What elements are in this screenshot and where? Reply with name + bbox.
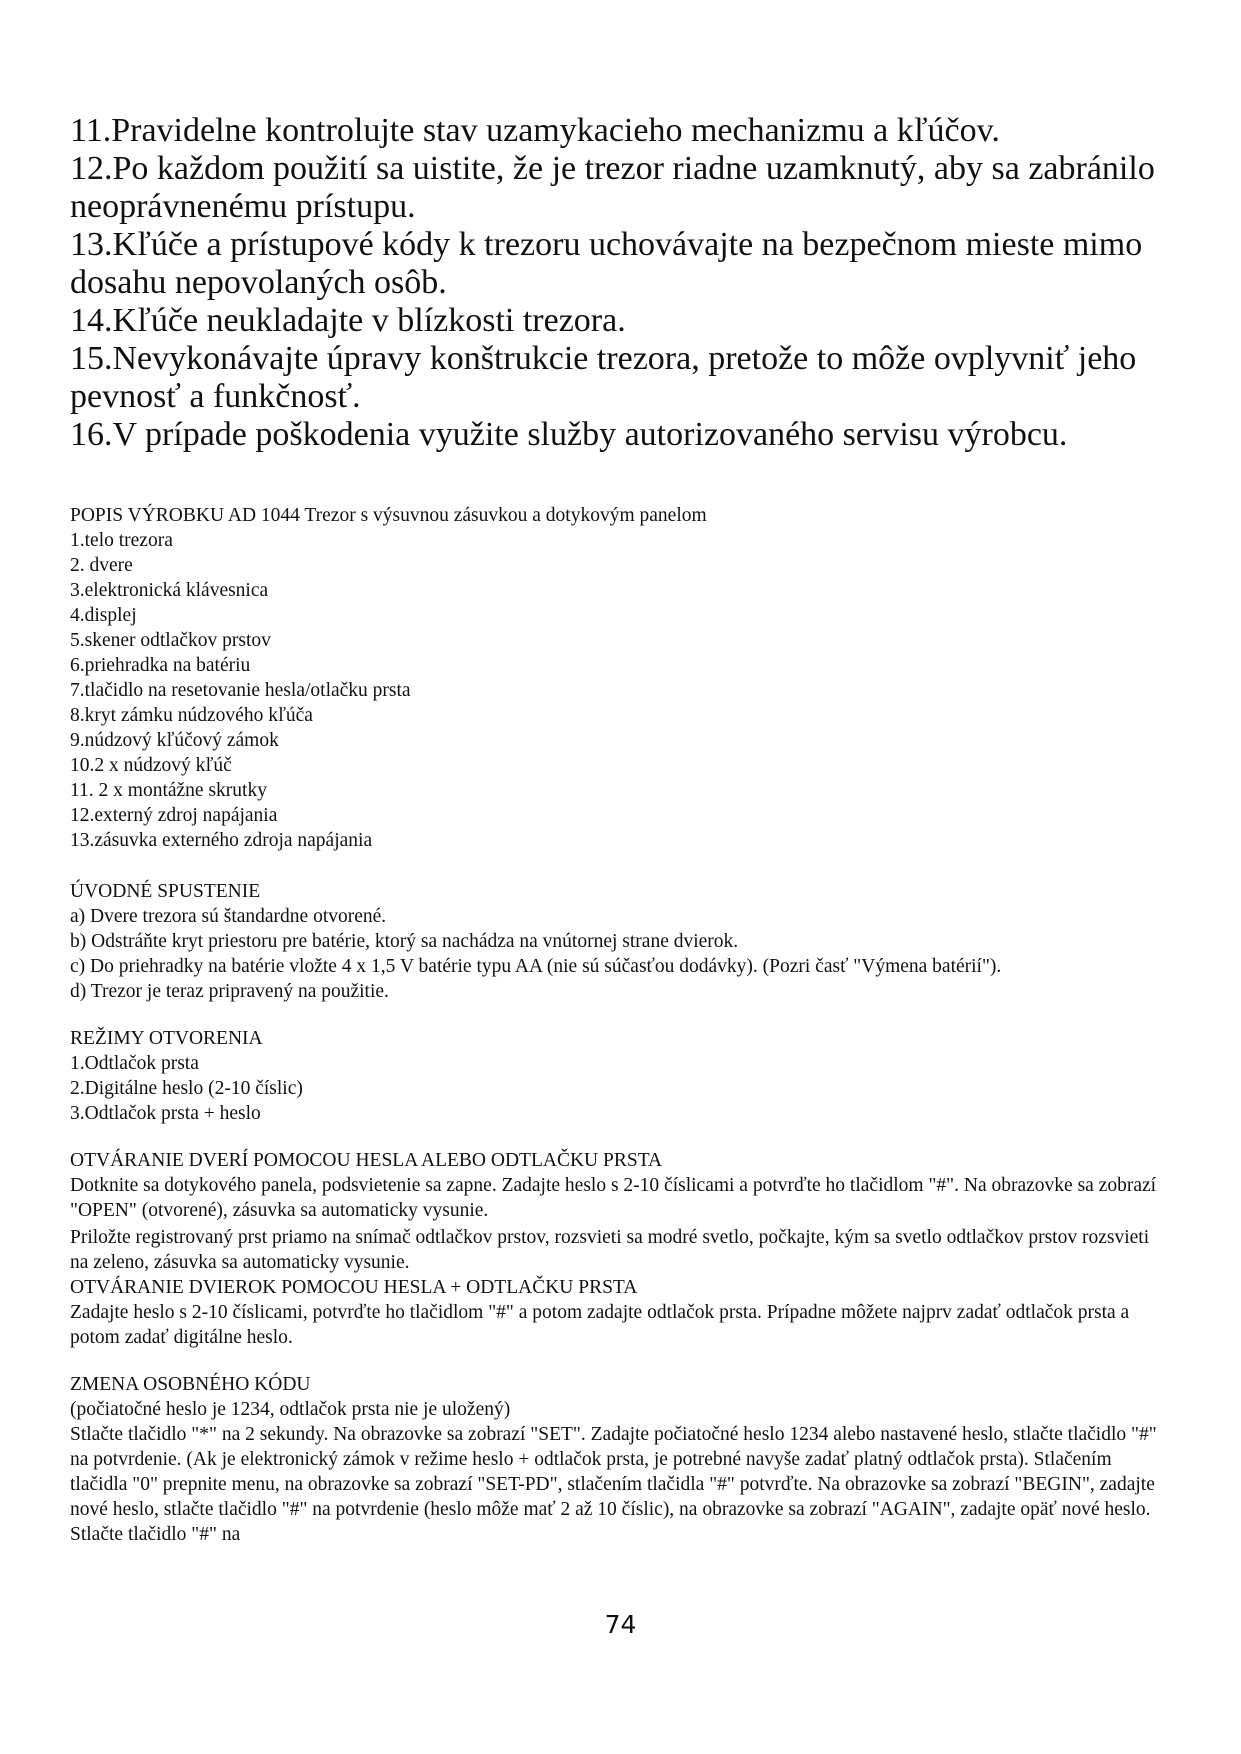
open-password-paragraph: Dotknite sa dotykového panela, podsvietenie sa zapne. Zadajte heslo s 2-10 číslicami a potvrďte ho tlačidlom "#". Na obrazovke sa zobrazí "OPEN" (otvorené), zásuvka sa automaticky vysunie. bbox=[70, 1175, 1157, 1221]
open-password-and-fingerprint-section bbox=[70, 1275, 1170, 1350]
safety-item-16: 16.V prípade poškodenia využite služby autorizovaného servisu výrobcu. bbox=[70, 416, 1068, 453]
section-spacer bbox=[70, 1126, 1170, 1148]
part-item: 8.kryt zámku núdzového kľúča bbox=[70, 705, 313, 726]
opening-modes-section bbox=[70, 1026, 1170, 1126]
startup-step: a) Dvere trezora sú štandardne otvorené. bbox=[70, 906, 387, 927]
change-code-paragraph: Stlačte tlačidlo "*" na 2 sekundy. Na obrazovke sa zobrazí "SET". Zadajte počiatočné heslo 1234 alebo nastavené heslo, stlačte tlačidlo "#" na potvrdenie. (Ak je elektronický zámok v režime heslo + odtlačok prsta, je potrebné navyše zadať platný odtlačok prsta). Stlačením tlačidla "0" prepnite menu, na obrazovke sa zobrazí "SET-PD", stlačením tlačidla "#" potvrďte. Na obrazovke sa zobrazí "BEGIN", zadajte nové heslo, stlačte tlačidlo "#" na potvrdenie (heslo môže mať 2 až 10 číslic), na obrazovke sa zobrazí "AGAIN", zadajte opäť nové heslo. Stlačte tlačidlo "#" na bbox=[70, 1424, 1157, 1545]
part-item: 13.zásuvka externého zdroja napájania bbox=[70, 830, 373, 851]
open-password-or-fingerprint-heading: OTVÁRANIE DVERÍ POMOCOU HESLA ALEBO ODTLAČKU PRSTA bbox=[70, 1150, 663, 1171]
open-fingerprint-paragraph: Priložte registrovaný prst priamo na snímač odtlačkov prstov, rozsvieti sa modré svetlo, počkajte, kým sa svetlo odtlačkov prstov rozsvieti na zeleno, zásuvka sa automaticky vysunie. bbox=[70, 1227, 1150, 1273]
section-spacer bbox=[70, 1350, 1170, 1372]
change-code-heading: ZMENA OSOBNÉHO KÓDU bbox=[70, 1374, 311, 1395]
part-item: 4.displej bbox=[70, 605, 137, 626]
part-item: 9.núdzový kľúčový zámok bbox=[70, 730, 279, 751]
safety-item-15: 15.Nevykonávajte úpravy konštrukcie trezora, pretože to môže ovplyvniť jeho pevnosť a funkčnosť. bbox=[70, 340, 1137, 415]
part-item: 1.telo trezora bbox=[70, 530, 173, 551]
page-number: 74 bbox=[604, 1610, 637, 1639]
part-item: 12.externý zdroj napájania bbox=[70, 805, 278, 826]
opening-mode-item: 3.Odtlačok prsta + heslo bbox=[70, 1103, 261, 1124]
part-item: 6.priehradka na batériu bbox=[70, 655, 251, 676]
startup-section bbox=[70, 879, 1170, 1004]
part-item: 5.skener odtlačkov prstov bbox=[70, 630, 271, 651]
opening-modes-heading: REŽIMY OTVORENIA bbox=[70, 1028, 263, 1049]
part-item: 11. 2 x montážne skrutky bbox=[70, 780, 267, 801]
safety-instructions-list bbox=[70, 112, 1180, 454]
safety-item-14: 14.Kľúče neukladajte v blízkosti trezora. bbox=[70, 302, 626, 339]
open-password-and-fingerprint-heading: OTVÁRANIE DVIEROK POMOCOU HESLA + ODTLAČKU PRSTA bbox=[70, 1277, 638, 1298]
product-description-heading: POPIS VÝROBKU AD 1044 Trezor s výsuvnou zásuvkou a dotykovým panelom bbox=[70, 505, 707, 526]
open-password-and-fingerprint-paragraph: Zadajte heslo s 2-10 číslicami, potvrďte ho tlačidlom "#" a potom zadajte odtlačok prsta. Prípadne môžete najprv zadať odtlačok prsta a potom zadať digitálne heslo. bbox=[70, 1302, 1130, 1348]
product-description-section bbox=[70, 503, 1170, 853]
safety-item-13: 13.Kľúče a prístupové kódy k trezoru uchovávajte na bezpečnom mieste mimo dosahu nepovolaných osôb. bbox=[70, 226, 1143, 301]
change-code-section bbox=[70, 1372, 1170, 1547]
opening-mode-item: 1.Odtlačok prsta bbox=[70, 1053, 199, 1074]
startup-step: d) Trezor je teraz pripravený na použitie. bbox=[70, 981, 389, 1002]
part-item: 7.tlačidlo na resetovanie hesla/otlačku prsta bbox=[70, 680, 411, 701]
part-item: 10.2 x núdzový kľúč bbox=[70, 755, 232, 776]
manual-body bbox=[70, 503, 1170, 1547]
open-password-or-fingerprint-section bbox=[70, 1148, 1170, 1275]
startup-heading: ÚVODNÉ SPUSTENIE bbox=[70, 881, 261, 902]
safety-item-12: 12.Po každom použití sa uistite, že je trezor riadne uzamknutý, aby sa zabránilo neoprávnenému prístupu. bbox=[70, 150, 1155, 225]
part-item: 2. dvere bbox=[70, 555, 133, 576]
startup-step: b) Odstráňte kryt priestoru pre batérie, ktorý sa nachádza na vnútornej strane dvierok. bbox=[70, 931, 739, 952]
section-spacer bbox=[70, 853, 1170, 879]
section-spacer bbox=[70, 1004, 1170, 1026]
safety-item-11: 11.Pravidelne kontrolujte stav uzamykacieho mechanizmu a kľúčov. bbox=[70, 112, 1000, 149]
part-item: 3.elektronická klávesnica bbox=[70, 580, 269, 601]
startup-step: c) Do priehradky na batérie vložte 4 x 1,5 V batérie typu AA (nie sú súčasťou dodávky). (Pozri časť "Výmena batérií"). bbox=[70, 956, 1002, 977]
change-code-note: (počiatočné heslo je 1234, odtlačok prsta nie je uložený) bbox=[70, 1399, 511, 1420]
opening-mode-item: 2.Digitálne heslo (2-10 číslic) bbox=[70, 1078, 303, 1099]
